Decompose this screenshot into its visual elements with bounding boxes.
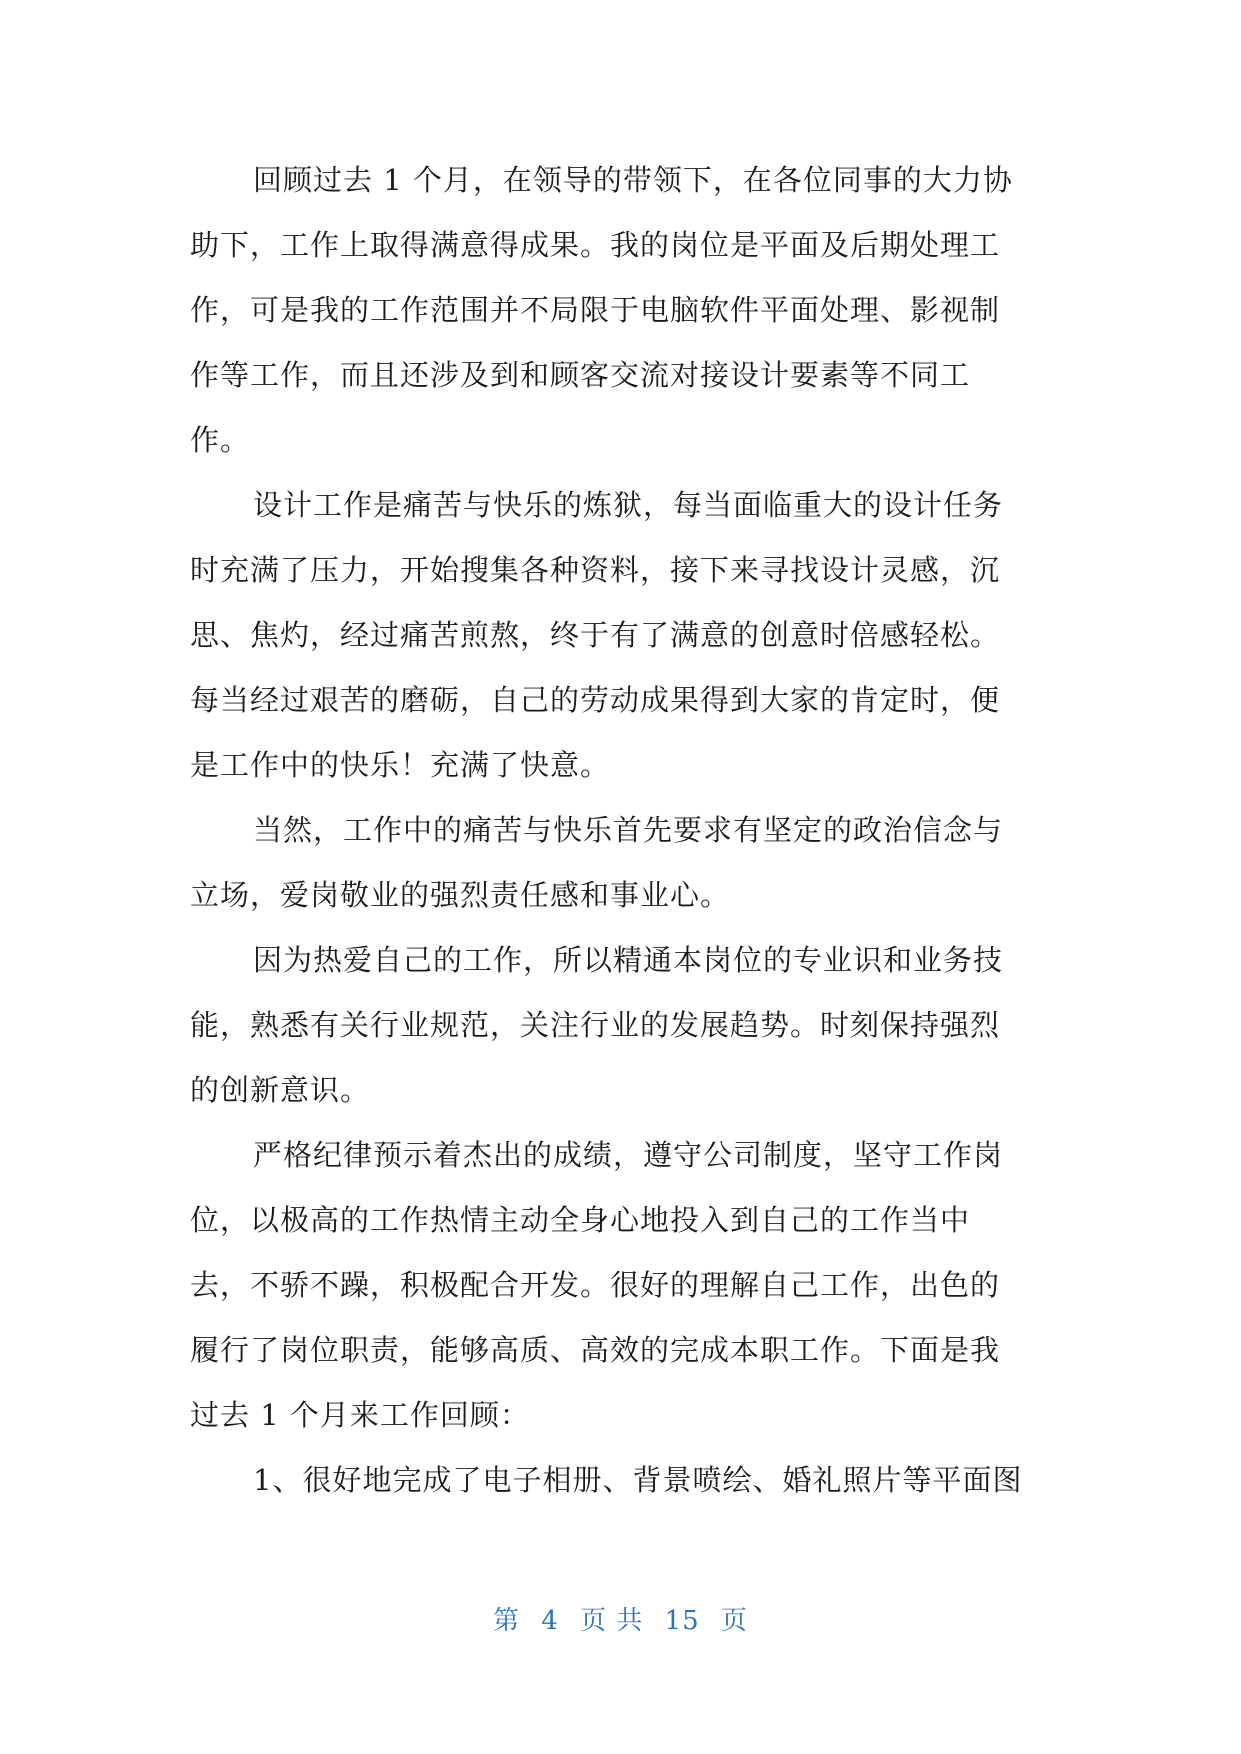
- page-label-prefix: 第: [493, 1606, 521, 1636]
- page-footer: [0, 1600, 1241, 1637]
- current-page-number: 4: [541, 1606, 559, 1636]
- paragraph-line: 思、焦灼，经过痛苦煎熬，终于有了满意的创意时倍感轻松。: [190, 618, 1001, 652]
- paragraph-line: 过去 1 个月来工作回顾：: [190, 1398, 530, 1432]
- paragraph-line: 每当经过艰苦的磨砺，自己的劳动成果得到大家的肯定时，便: [190, 683, 1001, 717]
- paragraph-line: 立场，爱岗敬业的强烈责任感和事业心。: [190, 878, 731, 912]
- paragraph-line: 去，不骄不躁，积极配合开发。很好的理解自己工作，出色的: [190, 1268, 1001, 1302]
- page-label-suffix: 页: [720, 1606, 748, 1636]
- paragraph-line: 当然，工作中的痛苦与快乐首先要求有坚定的政治信念与: [253, 813, 1004, 847]
- paragraph-line: 因为热爱自己的工作，所以精通本岗位的专业识和业务技: [253, 943, 1004, 977]
- paragraph-line: 严格纪律预示着杰出的成绩，遵守公司制度，坚守工作岗: [253, 1138, 1004, 1172]
- paragraph-line: 能，熟悉有关行业规范，关注行业的发展趋势。时刻保持强烈: [190, 1008, 1001, 1042]
- paragraph-line: 的创新意识。: [190, 1073, 371, 1107]
- paragraph-line: 设计工作是痛苦与快乐的炼狱，每当面临重大的设计任务: [253, 488, 1004, 522]
- page-label-mid: 页 共: [580, 1606, 644, 1636]
- paragraph-line: 1、很好地完成了电子相册、背景喷绘、婚礼照片等平面图: [253, 1463, 1023, 1497]
- paragraph-line: 履行了岗位职责，能够高质、高效的完成本职工作。下面是我: [190, 1333, 1001, 1367]
- paragraph-line: 回顾过去 1 个月，在领导的带领下，在各位同事的大力协: [253, 163, 1013, 197]
- paragraph-line: 时充满了压力，开始搜集各种资料，接下来寻找设计灵感，沉: [190, 553, 1001, 587]
- paragraph-line: 位，以极高的工作热情主动全身心地投入到自己的工作当中: [190, 1203, 971, 1237]
- paragraph-line: 作。: [190, 423, 251, 457]
- total-pages-number: 15: [664, 1606, 700, 1636]
- paragraph-line: 助下，工作上取得满意得成果。我的岗位是平面及后期处理工: [190, 228, 1001, 262]
- paragraph-line: 是工作中的快乐！充满了快意。: [190, 748, 611, 782]
- paragraph-line: 作等工作，而且还涉及到和顾客交流对接设计要素等不同工: [190, 358, 971, 392]
- document-body: [190, 148, 1050, 1513]
- paragraph-line: 作，可是我的工作范围并不局限于电脑软件平面处理、影视制: [190, 293, 1001, 327]
